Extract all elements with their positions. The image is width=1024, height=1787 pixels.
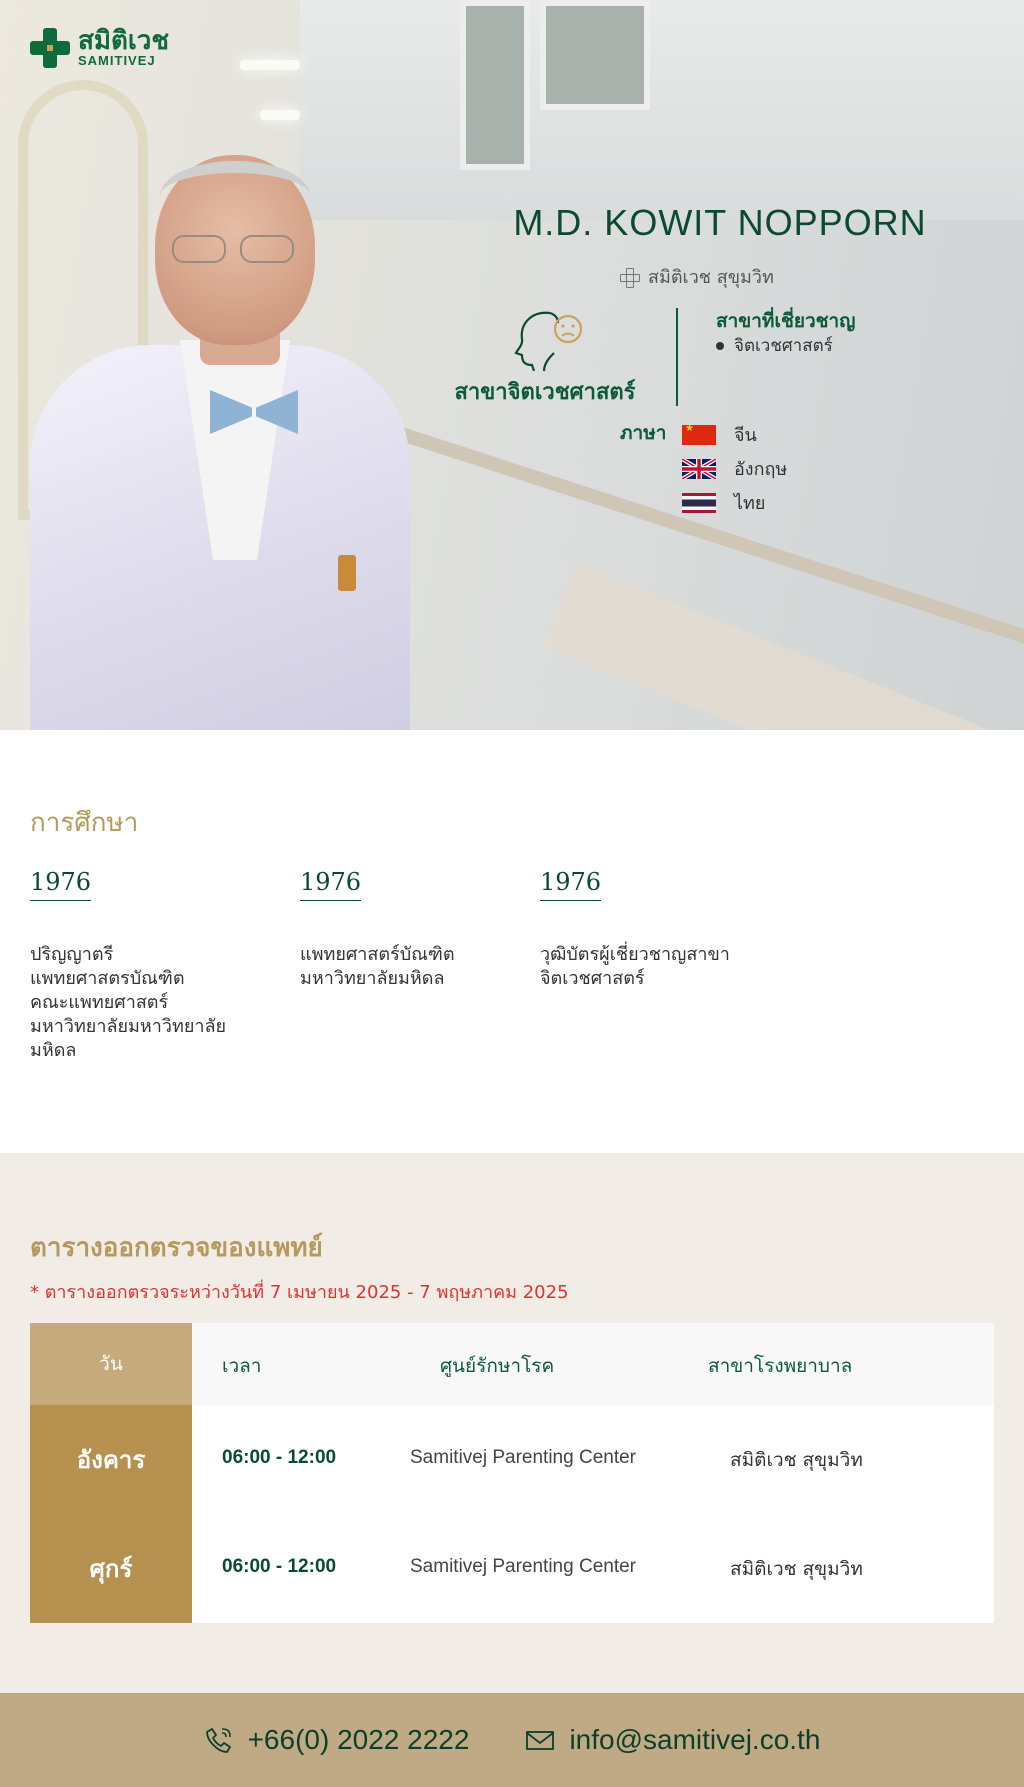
bullet-icon xyxy=(716,342,724,350)
expertise-item xyxy=(716,332,833,359)
row-branch: สมิติเวช สุขุมวิท xyxy=(730,1449,863,1471)
row-center: Samitivej Parenting Center xyxy=(410,1447,636,1468)
phone-icon xyxy=(204,1725,234,1755)
schedule-table xyxy=(30,1323,994,1623)
doctor-hair xyxy=(160,161,310,231)
ceiling-light xyxy=(240,60,300,70)
doctor-badge xyxy=(338,555,356,591)
language-label: จีน xyxy=(734,425,757,446)
hero-divider xyxy=(676,308,678,406)
ceiling-light xyxy=(260,110,300,120)
language-item-english xyxy=(682,454,787,483)
header-center: ศูนย์รักษาโรค xyxy=(440,1355,555,1377)
header-day: วัน xyxy=(30,1323,192,1405)
hero-banner xyxy=(0,0,1024,730)
languages-label: ภาษา xyxy=(620,422,667,444)
doctor-photo xyxy=(30,155,410,730)
day-column xyxy=(30,1405,192,1623)
education-year: 1976 xyxy=(300,868,361,901)
samitivej-logo[interactable] xyxy=(30,28,169,68)
corridor-window xyxy=(460,0,530,170)
logo-text-th: สมิติเวช xyxy=(78,26,170,56)
doctor-name: M.D. KOWIT NOPPORN xyxy=(513,202,927,243)
language-label: ไทย xyxy=(734,493,766,514)
schedule-note: * ตารางออกตรวจระหว่างวันที่ 7 เมษายน 2025 - 7 พฤษภาคม 2025 xyxy=(30,1282,569,1303)
language-item-thai xyxy=(682,488,765,517)
language-item-chinese xyxy=(682,420,757,449)
education-item xyxy=(540,868,780,991)
schedule-section xyxy=(0,1153,1024,1693)
email-address: info@samitivej.co.th xyxy=(569,1724,821,1755)
logo-text-en: SAMITIVEJ xyxy=(78,53,156,68)
row-day: ศุกร์ xyxy=(89,1555,133,1583)
row-center: Samitivej Parenting Center xyxy=(410,1556,636,1577)
language-label: อังกฤษ xyxy=(734,459,788,480)
thailand-flag-icon xyxy=(682,493,716,513)
table-header xyxy=(30,1323,994,1405)
education-item xyxy=(300,868,540,991)
contact-footer xyxy=(0,1693,1024,1787)
hospital-branch xyxy=(620,262,774,291)
row-day: อังคาร xyxy=(76,1446,146,1474)
schedule-title: ตารางออกตรวจของแพทย์ xyxy=(30,1233,323,1263)
psychiatry-head-icon xyxy=(510,305,586,371)
doctor-bowtie xyxy=(210,390,300,436)
floor-panel xyxy=(543,563,1024,730)
corridor-window xyxy=(540,0,650,110)
education-year: 1976 xyxy=(30,868,91,901)
education-desc: แพทยศาสตร์บัณฑิต มหาวิทยาลัยมหิดล xyxy=(300,944,455,989)
education-year: 1976 xyxy=(540,868,601,901)
mail-icon xyxy=(525,1725,555,1755)
education-desc: ปริญญาตรี แพทยศาสตรบัณฑิต คณะแพทยศาสตร์ มหาวิทยาลัยมหาวิทยาลัย มหิดล xyxy=(30,944,227,1061)
education-item xyxy=(30,868,270,1063)
specialty-name: สาขาจิตเวชศาสตร์ xyxy=(454,380,636,405)
doctor-glasses xyxy=(172,235,298,265)
education-desc: วุฒิบัตรผู้เชี่ยวชาญสาขา จิตเวชศาสตร์ xyxy=(540,944,730,989)
phone-link[interactable] xyxy=(204,1724,470,1756)
email-link[interactable] xyxy=(525,1724,820,1756)
row-time: 06:00 - 12:00 xyxy=(222,1447,337,1468)
hospital-plus-icon xyxy=(620,268,638,286)
header-branch: สาขาโรงพยาบาล xyxy=(708,1355,853,1377)
branch-label: สมิติเวช สุขุมวิท xyxy=(648,267,774,288)
phone-number: +66(0) 2022 2222 xyxy=(247,1724,470,1755)
row-branch: สมิติเวช สุขุมวิท xyxy=(730,1558,863,1580)
expertise-label: จิตเวชศาสตร์ xyxy=(734,336,833,356)
china-flag-icon xyxy=(682,425,716,445)
expertise-title: สาขาที่เชี่ยวชาญ xyxy=(716,310,856,332)
header-time: เวลา xyxy=(222,1355,262,1377)
uk-flag-icon xyxy=(682,459,716,479)
logo-cross-icon xyxy=(30,28,70,68)
education-title: การศึกษา xyxy=(30,808,139,838)
row-time: 06:00 - 12:00 xyxy=(222,1556,337,1577)
